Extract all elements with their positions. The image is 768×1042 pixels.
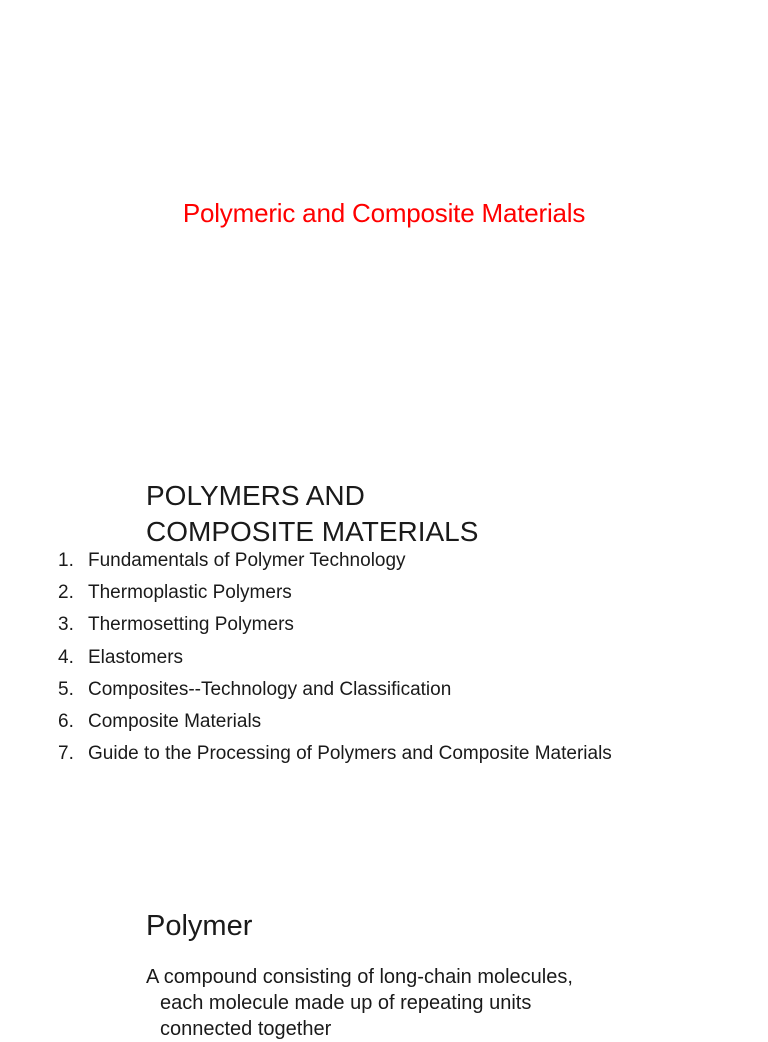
contents-heading-line2: COMPOSITE MATERIALS [146, 516, 479, 547]
slide-title [0, 0, 768, 430]
list-item-number: 1. [58, 550, 74, 571]
polymer-definition [146, 964, 626, 1042]
list-item-text: Thermosetting Polymers [88, 614, 294, 636]
list-item-text: Elastomers [88, 646, 184, 668]
list-item-text: Fundamentals of Polymer Technology [88, 550, 406, 571]
list-item-text: Composite Materials [88, 710, 262, 732]
polymer-heading: Polymer [146, 910, 253, 942]
definition-line: A compound consisting of long-chain molecules, [146, 966, 573, 988]
document-title: Polymeric and Composite Materials [182, 198, 586, 228]
list-item-number: 5. [58, 678, 74, 700]
list-item-text: Guide to the Processing of Polymers and Composite Materials [88, 743, 612, 765]
list-item-number: 2. [58, 582, 74, 604]
list-item-number: 3. [58, 614, 74, 636]
slide-contents [0, 430, 768, 850]
definition-line: connected together [160, 1018, 332, 1040]
slide-polymer [0, 850, 768, 1040]
list-item-text: Composites--Technology and Classification [88, 678, 452, 700]
definition-line: each molecule made up of repeating units [160, 992, 532, 1014]
contents-heading [146, 478, 478, 550]
contents-heading-line1: POLYMERS AND [146, 480, 365, 511]
list-item-number: 4. [58, 646, 74, 668]
list-item-text: Thermoplastic Polymers [88, 582, 292, 604]
list-item-number: 6. [58, 710, 74, 732]
list-item-number: 7. [58, 743, 74, 765]
